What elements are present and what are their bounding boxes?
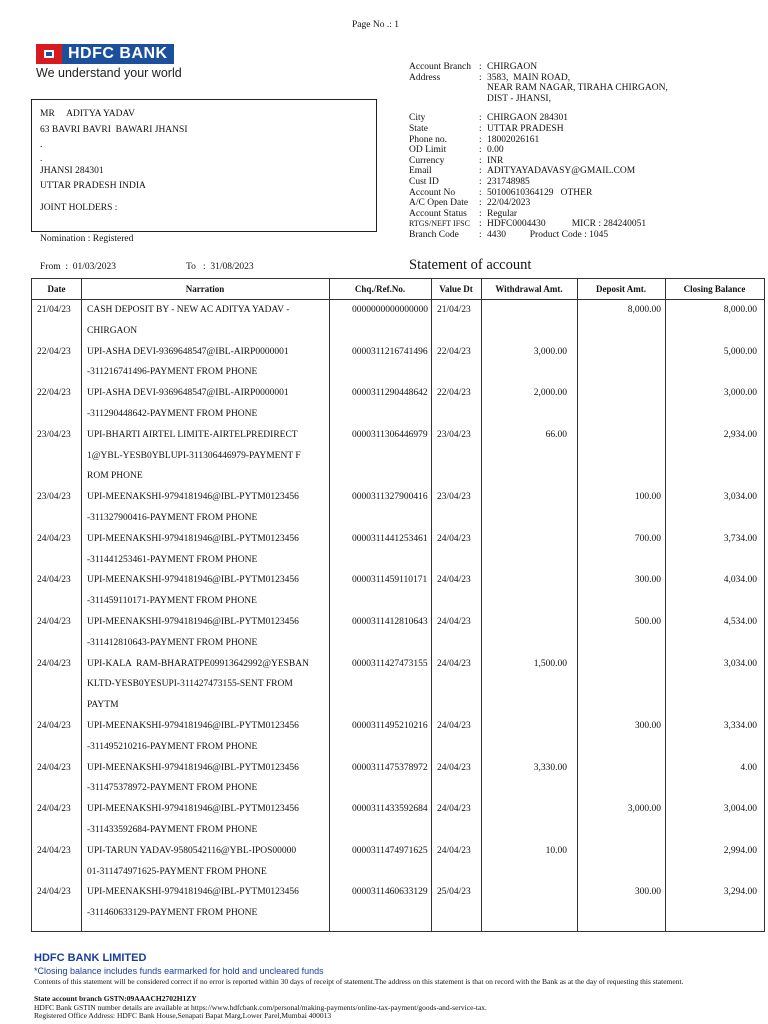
cell-withdrawal: 3,000.00 — [533, 346, 567, 357]
cell-withdrawal: 66.00 — [545, 429, 567, 440]
cell-value-date: 25/04/23 — [437, 887, 471, 898]
cell-chq-ref: 0000311412810643 — [352, 617, 428, 627]
cell-narration: UPI-MEENAKSHI-9794181946@IBL-PYTM0123456 — [87, 887, 299, 898]
account-detail-label — [409, 94, 479, 105]
account-detail-row: Branch Code : 4430 Product Code : 1045 — [409, 229, 609, 240]
account-detail-value: ADITYAYADAVASY@GMAIL.COM — [487, 166, 636, 177]
account-detail-value: CHIRGAON — [487, 62, 538, 72]
cell-closing-balance: 2,994.00 — [723, 845, 757, 856]
cell-date: 23/04/23 — [37, 492, 71, 503]
footer-registered-office: Registered Office Address: HDFC Bank House,Senapati Bapat Marg,Lower Parel,Mumbai 400013 — [34, 1011, 332, 1020]
cell-deposit: 300.00 — [634, 887, 661, 898]
cell-narration: UPI-KALA RAM-BHARATPE09913642992@YESBAN — [87, 658, 309, 669]
customer-line: 63 BAVRI BAVRI BAWARI JHANSI — [40, 125, 188, 135]
bank-logo-icon — [36, 44, 62, 64]
cell-narration: UPI-ASHA DEVI-9369648547@IBL-AIRP0000001 — [87, 346, 289, 357]
cell-narration: UPI-MEENAKSHI-9794181946@IBL-PYTM0123456 — [87, 804, 299, 815]
cell-narration: -311433592684-PAYMENT FROM PHONE — [87, 825, 258, 835]
column-header-deposit: Deposit Amt. — [596, 284, 646, 294]
customer-line: UTTAR PRADESH INDIA — [40, 181, 146, 191]
cell-value-date: 23/04/23 — [437, 429, 471, 440]
cell-date: 24/04/23 — [37, 762, 71, 773]
account-detail-label: Email — [409, 166, 432, 177]
cell-date: 24/04/23 — [37, 575, 71, 586]
cell-chq-ref: 0000000000000000 — [352, 305, 428, 315]
cell-value-date: 24/04/23 — [437, 845, 471, 856]
customer-line: JHANSI 284301 — [40, 166, 104, 176]
account-detail-row: Email : ADITYAYADAVASY@GMAIL.COM — [409, 166, 636, 177]
cell-closing-balance: 3,734.00 — [723, 533, 757, 544]
account-detail-value: Regular — [487, 208, 518, 219]
nomination-status: Nomination : Registered — [40, 234, 134, 244]
cell-chq-ref: 0000311460633129 — [352, 887, 428, 898]
cell-value-date: 24/04/23 — [437, 575, 471, 586]
account-detail-label: Account No — [409, 187, 456, 198]
account-detail-value: 231748985 — [487, 176, 530, 187]
cell-date: 24/04/23 — [37, 617, 71, 627]
cell-narration: -311216741496-PAYMENT FROM PHONE — [87, 367, 258, 378]
customer-line: MR ADITYA YADAV — [40, 109, 136, 119]
account-detail-row: OD Limit : 0.00 — [409, 145, 504, 156]
cell-narration: 1@YBL-YESB0YBLUPI-311306446979-PAYMENT F — [87, 450, 301, 461]
table-column-divider — [665, 279, 666, 931]
cell-narration: UPI-BHARTI AIRTEL LIMITE-AIRTELPREDIRECT — [87, 429, 298, 440]
cell-narration: PAYTM — [87, 700, 119, 711]
cell-narration: -311327900416-PAYMENT FROM PHONE — [87, 513, 258, 523]
cell-date: 24/04/23 — [37, 887, 71, 898]
cell-closing-balance: 4,534.00 — [723, 617, 757, 627]
account-detail-value: 4430 Product Code : 1045 — [487, 229, 609, 240]
cell-chq-ref: 0000311459110171 — [352, 575, 428, 586]
footer-balance-note: *Closing balance includes funds earmarked for hold and uncleared funds — [34, 966, 324, 976]
cell-narration: ROM PHONE — [87, 471, 143, 482]
period-to: To : 31/08/2023 — [186, 262, 254, 272]
column-header-narration: Narration — [185, 284, 225, 294]
cell-narration: UPI-MEENAKSHI-9794181946@IBL-PYTM0123456 — [87, 617, 299, 627]
cell-narration: -311459110171-PAYMENT FROM PHONE — [87, 596, 257, 607]
cell-deposit: 100.00 — [634, 492, 661, 503]
account-detail-label: Address — [409, 72, 441, 83]
cell-chq-ref: 0000311475378972 — [352, 762, 428, 773]
account-detail-row: City : CHIRGAON 284301 — [409, 113, 569, 124]
cell-narration: UPI-MEENAKSHI-9794181946@IBL-PYTM0123456 — [87, 533, 299, 544]
account-detail-label: Account Branch — [409, 62, 471, 72]
account-detail-label: Account Status — [409, 208, 467, 219]
footer-gstin-details: HDFC Bank GSTIN number details are available at https://www.hdfcbank.com/personal/making-payments/online-tax-payment/goods-and-service-tax. — [34, 1003, 487, 1012]
cell-closing-balance: 3,004.00 — [723, 804, 757, 815]
account-detail-value: HDFC0004430 MICR : 284240051 — [487, 219, 647, 230]
cell-date: 24/04/23 — [37, 658, 71, 669]
cell-deposit: 8,000.00 — [627, 305, 661, 315]
account-detail-value: NEAR RAM NAGAR, TIRAHA CHIRGAON, — [487, 83, 668, 94]
cell-chq-ref: 0000311495210216 — [352, 721, 428, 731]
cell-value-date: 21/04/23 — [437, 305, 471, 315]
account-detail-value: INR — [487, 155, 504, 166]
customer-line: JOINT HOLDERS : — [40, 203, 118, 213]
cell-closing-balance: 3,000.00 — [723, 388, 757, 399]
cell-closing-balance: 5,000.00 — [723, 346, 757, 357]
bank-tagline: We understand your world — [36, 66, 182, 80]
column-header-value-date: Value Dt — [439, 284, 473, 294]
cell-value-date: 23/04/23 — [437, 492, 471, 503]
table-column-divider — [577, 279, 578, 931]
customer-line: . — [40, 140, 43, 150]
account-detail-value: 22/04/2023 — [487, 198, 531, 209]
cell-date: 24/04/23 — [37, 845, 71, 856]
footer-disclaimer: Contents of this statement will be considered correct if no error is reported within 30 days of receipt of statement.The address on this statement is that on record with the Bank as at the day of requesting this statement. — [34, 977, 684, 986]
cell-withdrawal: 1,500.00 — [533, 658, 567, 669]
cell-narration: UPI-MEENAKSHI-9794181946@IBL-PYTM0123456 — [87, 575, 299, 586]
cell-chq-ref: 0000311327900416 — [352, 492, 428, 503]
table-column-divider — [431, 279, 432, 931]
cell-deposit: 300.00 — [634, 575, 661, 586]
cell-value-date: 24/04/23 — [437, 533, 471, 544]
statement-title: Statement of account — [409, 257, 532, 273]
account-detail-row: Account Status : Regular — [409, 208, 518, 219]
bank-logo — [36, 44, 182, 80]
cell-value-date: 22/04/23 — [437, 388, 471, 399]
account-detail-value: 50100610364129 OTHER — [487, 187, 593, 198]
cell-narration: -311460633129-PAYMENT FROM PHONE — [87, 908, 258, 919]
cell-narration: KLTD-YESB0YESUPI-311427473155-SENT FROM — [87, 679, 293, 690]
cell-withdrawal: 2,000.00 — [533, 388, 567, 399]
cell-narration: CHIRGAON — [87, 325, 138, 336]
account-detail-label: Phone no. — [409, 134, 447, 145]
cell-closing-balance: 4,034.00 — [723, 575, 757, 586]
customer-line: . — [40, 154, 43, 164]
cell-narration: UPI-TARUN YADAV-9580542116@YBL-IPOS00000 — [87, 845, 297, 856]
table-column-divider — [81, 279, 82, 931]
cell-value-date: 24/04/23 — [437, 617, 471, 627]
cell-narration: 01-311474971625-PAYMENT FROM PHONE — [87, 866, 267, 877]
cell-date: 22/04/23 — [37, 388, 71, 399]
cell-closing-balance: 2,934.00 — [723, 429, 757, 440]
column-header-withdrawal: Withdrawal Amt. — [495, 284, 563, 294]
cell-narration: UPI-MEENAKSHI-9794181946@IBL-PYTM0123456 — [87, 721, 299, 731]
account-detail-row: Cust ID : 231748985 — [409, 176, 530, 187]
account-detail-label: RTGS/NEFT IFSC — [409, 219, 470, 229]
table-column-divider — [481, 279, 482, 931]
cell-closing-balance: 3,034.00 — [723, 658, 757, 669]
cell-deposit: 3,000.00 — [627, 804, 661, 815]
column-header-closing-balance: Closing Balance — [683, 284, 746, 294]
account-detail-row — [409, 83, 668, 94]
account-detail-value: 0.00 — [487, 145, 504, 156]
account-detail-value: DIST - JHANSI, — [487, 93, 551, 104]
cell-narration: -311412810643-PAYMENT FROM PHONE — [87, 637, 258, 648]
cell-closing-balance: 3,034.00 — [723, 492, 757, 503]
account-detail-label: City — [409, 113, 426, 124]
table-header-divider — [32, 299, 764, 300]
cell-date: 23/04/23 — [37, 429, 71, 440]
table-column-divider — [329, 279, 330, 931]
column-header-date: Date — [47, 284, 66, 294]
cell-value-date: 24/04/23 — [437, 721, 471, 731]
cell-narration: UPI-ASHA DEVI-9369648547@IBL-AIRP0000001 — [87, 388, 289, 399]
account-detail-row: A/C Open Date : 22/04/2023 — [409, 198, 531, 209]
cell-value-date: 24/04/23 — [437, 658, 471, 669]
account-detail-label: OD Limit — [409, 145, 447, 156]
account-detail-value: CHIRGAON 284301 — [487, 113, 569, 124]
cell-narration: -311495210216-PAYMENT FROM PHONE — [87, 741, 258, 752]
cell-date: 24/04/23 — [37, 804, 71, 815]
account-detail-row: Account Branch : CHIRGAON — [409, 62, 538, 72]
column-header-chq-ref: Chq./Ref.No. — [354, 284, 406, 294]
cell-closing-balance: 8,000.00 — [723, 305, 757, 315]
cell-narration: -311475378972-PAYMENT FROM PHONE — [87, 783, 258, 794]
cell-narration: -311290448642-PAYMENT FROM PHONE — [87, 409, 258, 419]
cell-date: 24/04/23 — [37, 721, 71, 731]
account-detail-row: Account No : 50100610364129 OTHER — [409, 187, 593, 198]
cell-narration: CASH DEPOSIT BY - NEW AC ADITYA YADAV - — [87, 305, 290, 315]
cell-narration: -311441253461-PAYMENT FROM PHONE — [87, 554, 258, 565]
cell-deposit: 500.00 — [634, 617, 661, 627]
cell-chq-ref: 0000311306446979 — [352, 429, 428, 440]
footer-bank-name: HDFC BANK LIMITED — [34, 952, 147, 964]
cell-chq-ref: 0000311433592684 — [352, 804, 428, 815]
cell-chq-ref: 0000311216741496 — [352, 346, 428, 357]
cell-chq-ref: 0000311441253461 — [352, 533, 428, 544]
cell-closing-balance: 4.00 — [740, 762, 757, 773]
account-detail-value: 3583, MAIN ROAD, — [487, 72, 571, 83]
cell-date: 22/04/23 — [37, 346, 71, 357]
transactions-table — [31, 278, 765, 932]
cell-value-date: 24/04/23 — [437, 762, 471, 773]
cell-value-date: 22/04/23 — [437, 346, 471, 357]
cell-value-date: 24/04/23 — [437, 804, 471, 815]
cell-chq-ref: 0000311474971625 — [352, 845, 428, 856]
account-detail-label: Currency — [409, 155, 445, 166]
customer-address-box — [31, 99, 377, 232]
cell-chq-ref: 0000311290448642 — [352, 388, 428, 399]
cell-narration: UPI-MEENAKSHI-9794181946@IBL-PYTM0123456 — [87, 492, 299, 503]
account-detail-row — [409, 94, 668, 105]
cell-date: 24/04/23 — [37, 533, 71, 544]
account-detail-row: Currency : INR — [409, 155, 504, 166]
bank-logo-name: HDFC BANK — [62, 44, 174, 64]
cell-closing-balance: 3,334.00 — [723, 721, 757, 731]
account-details — [409, 62, 668, 241]
footer-gstin: State account branch GSTN:09AAACH2702H1ZY — [34, 994, 197, 1003]
account-detail-label: State — [409, 123, 428, 134]
account-detail-label: Cust ID — [409, 176, 439, 187]
account-detail-value: 18002026161 — [487, 134, 540, 145]
account-detail-label: Branch Code — [409, 229, 459, 240]
cell-narration: UPI-MEENAKSHI-9794181946@IBL-PYTM0123456 — [87, 762, 299, 773]
cell-chq-ref: 0000311427473155 — [352, 658, 428, 669]
cell-deposit: 700.00 — [634, 533, 661, 544]
cell-date: 21/04/23 — [37, 305, 71, 315]
account-detail-label — [409, 83, 479, 94]
period-from: From : 01/03/2023 — [40, 262, 117, 272]
page-number: Page No .: 1 — [352, 20, 399, 30]
account-detail-row: State : UTTAR PRADESH — [409, 123, 564, 134]
account-detail-row: Phone no. : 18002026161 — [409, 134, 540, 145]
account-detail-label: A/C Open Date — [409, 198, 469, 209]
account-detail-row: Address : 3583, MAIN ROAD, — [409, 72, 571, 83]
cell-deposit: 300.00 — [634, 721, 661, 731]
cell-withdrawal: 10.00 — [545, 845, 567, 856]
cell-withdrawal: 3,330.00 — [533, 762, 567, 773]
account-detail-value: UTTAR PRADESH — [487, 123, 564, 134]
cell-closing-balance: 3,294.00 — [723, 887, 757, 898]
account-detail-row: RTGS/NEFT IFSC : HDFC0004430 MICR : 284240051 — [409, 219, 647, 230]
